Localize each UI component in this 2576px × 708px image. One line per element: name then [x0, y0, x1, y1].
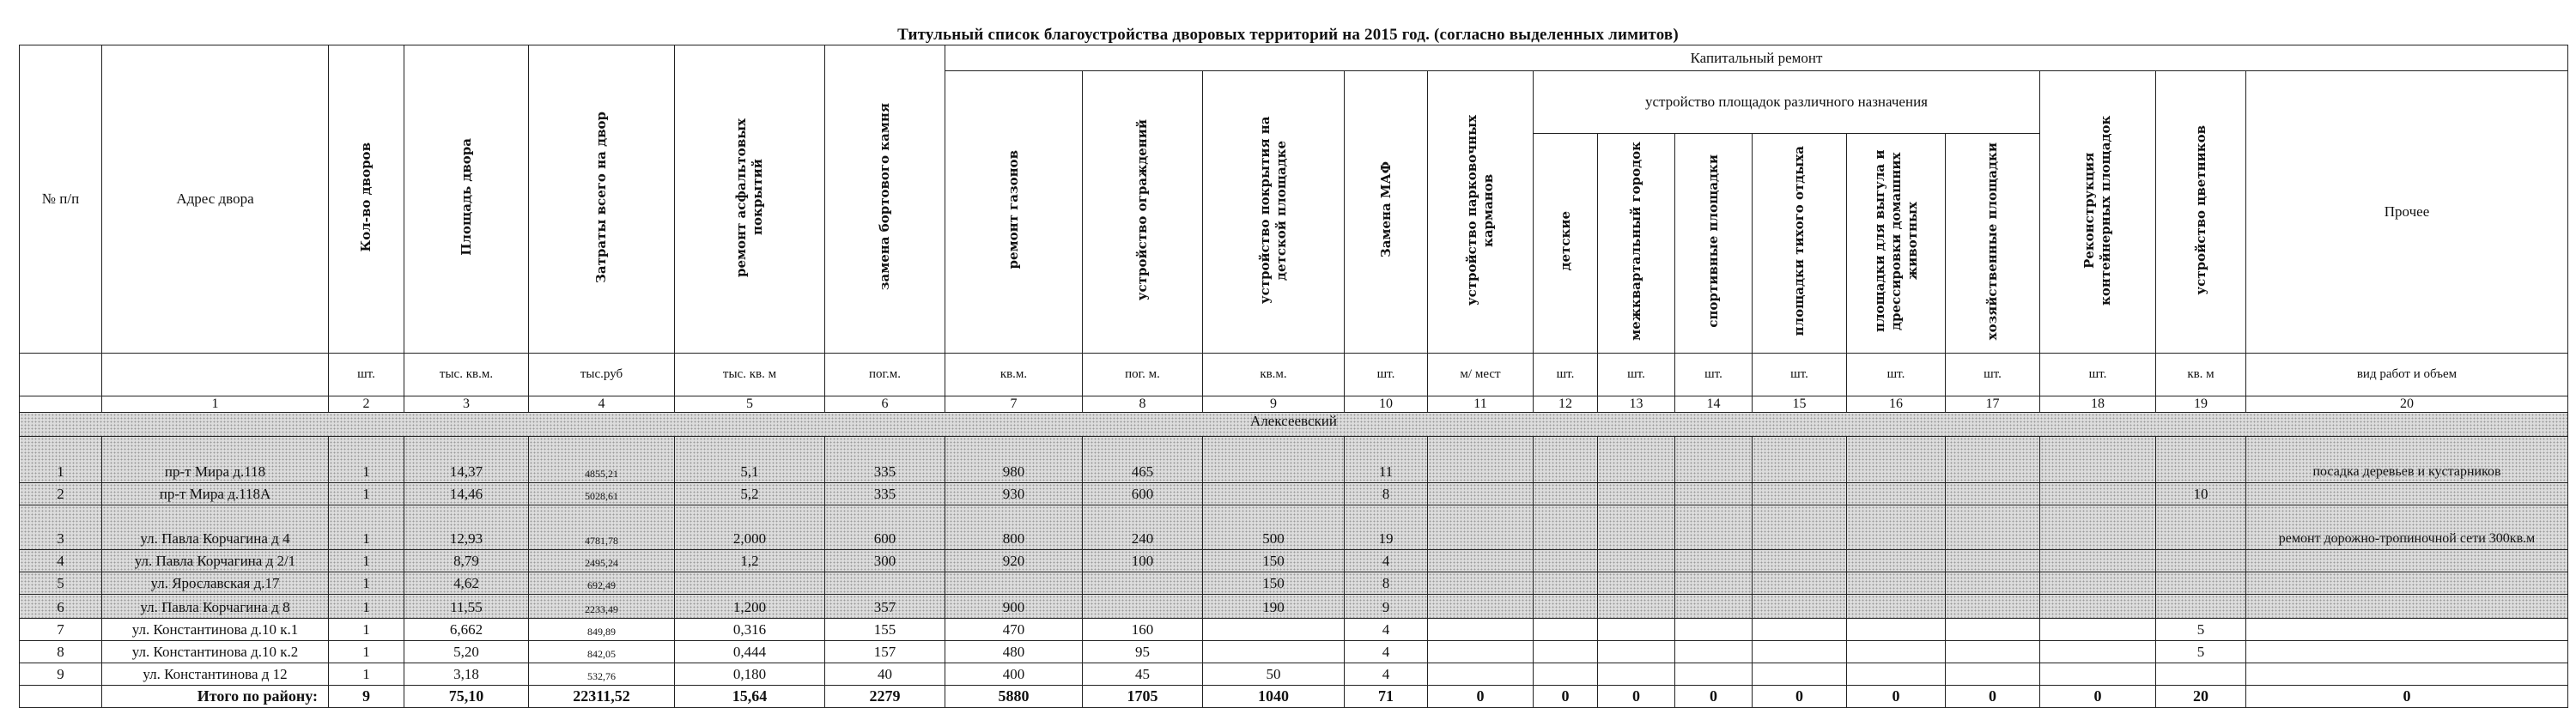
col-header-capital-repair: Капитальный ремонт: [945, 45, 2568, 71]
unit-cell: пог.м.: [825, 354, 945, 396]
row-number: 8: [20, 641, 102, 663]
cell-c15: [1753, 483, 1847, 505]
column-number-cell: 4: [529, 396, 675, 413]
cell-c14: [1675, 483, 1753, 505]
cell-c16: [1847, 505, 1946, 550]
col-header-utility-sites: хозяйственные площадки: [1946, 134, 2040, 354]
district-row: [20, 413, 2568, 437]
cell-pg: 500: [1203, 505, 1345, 550]
cell-curb: 300: [825, 550, 945, 572]
total-lawn: 5880: [945, 686, 1083, 708]
col-header-container-sites: Реконструкция контейнерных площадок: [2040, 71, 2156, 354]
cell-c13: [1598, 595, 1675, 619]
cell-c12: [1534, 550, 1598, 572]
unit-cell: кв. м: [2156, 354, 2246, 396]
cell-park: [1428, 619, 1534, 641]
cell-asphalt: [675, 572, 825, 595]
cell-lawn: [945, 572, 1083, 595]
column-number-cell: 3: [404, 396, 529, 413]
cell-fence: 600: [1083, 483, 1203, 505]
cell-maf: 4: [1345, 641, 1428, 663]
col-header-quiet-rest-sites: площадки тихого отдыха: [1753, 134, 1847, 354]
cell-c15: [1753, 663, 1847, 686]
cell-c12: [1534, 619, 1598, 641]
cell-area: 4,62: [404, 572, 529, 595]
cell-c14: [1675, 437, 1753, 483]
cell-curb: 335: [825, 437, 945, 483]
cell-fence: 95: [1083, 641, 1203, 663]
unit-cell: шт.: [1753, 354, 1847, 396]
cell-curb: 157: [825, 641, 945, 663]
total-park: 0: [1428, 686, 1534, 708]
col-header-asphalt-repair: ремонт асфальтовых покрытий: [675, 45, 825, 354]
cell-c15: [1753, 505, 1847, 550]
table-row: [20, 550, 2568, 572]
column-number-cell: 18: [2040, 396, 2156, 413]
cell-c15: [1753, 572, 1847, 595]
cell-area: 11,55: [404, 595, 529, 619]
col-header-curb-replacement: замена бортового камня: [825, 45, 945, 354]
row-number: 6: [20, 595, 102, 619]
cell-other: [2246, 483, 2568, 505]
cell-c14: [1675, 505, 1753, 550]
cell-c16: [1847, 483, 1946, 505]
total-c15: 0: [1753, 686, 1847, 708]
cell-fence: 100: [1083, 550, 1203, 572]
cell-c18: [2040, 550, 2156, 572]
cell-asphalt: 5,1: [675, 437, 825, 483]
cell-curb: [825, 572, 945, 595]
total-c18: 0: [2040, 686, 2156, 708]
cell-c12: [1534, 505, 1598, 550]
table-row: [20, 595, 2568, 619]
cell-asphalt: 5,2: [675, 483, 825, 505]
header-row-1: [20, 45, 2568, 71]
cell-lawn: 800: [945, 505, 1083, 550]
row-address: пр-т Мира д.118: [102, 437, 329, 483]
total-count: 9: [329, 686, 404, 708]
document-title: Титульный список благоустройства дворовых территорий на 2015 год. (согласно выделенных лимитов): [897, 26, 1679, 44]
column-number-cell: 5: [675, 396, 825, 413]
col-header-playground-surface: устройство покрытия на детской площадке: [1203, 71, 1345, 354]
cell-count: 1: [329, 663, 404, 686]
column-number-cell: 13: [1598, 396, 1675, 413]
cell-lawn: 480: [945, 641, 1083, 663]
cell-maf: 4: [1345, 619, 1428, 641]
row-address: пр-т Мира д.118А: [102, 483, 329, 505]
cell-curb: 155: [825, 619, 945, 641]
cell-area: 14,37: [404, 437, 529, 483]
district-name: Алексеевский: [20, 413, 2568, 437]
cell-pg: [1203, 437, 1345, 483]
col-header-parking-pockets: устройство парковочных карманов: [1428, 71, 1534, 354]
cell-c13: [1598, 572, 1675, 595]
col-header-num: № п/п: [20, 45, 102, 354]
cell-c16: [1847, 663, 1946, 686]
column-number-cell: 17: [1946, 396, 2040, 413]
row-address: ул. Константинова д.10 к.1: [102, 619, 329, 641]
cell-cost: 2233,49: [529, 595, 675, 619]
row-number: 1: [20, 437, 102, 483]
col-header-flowerbeds: устройство цветников: [2156, 71, 2246, 354]
total-curb: 2279: [825, 686, 945, 708]
cell-c13: [1598, 663, 1675, 686]
cell-c17: [1946, 595, 2040, 619]
unit-cell: кв.м.: [1203, 354, 1345, 396]
cell-c12: [1534, 641, 1598, 663]
cell-c12: [1534, 483, 1598, 505]
unit-cell: шт.: [1847, 354, 1946, 396]
row-number: 9: [20, 663, 102, 686]
cell-c12: [1534, 437, 1598, 483]
cell-fence: [1083, 572, 1203, 595]
row-address: ул. Константинова д.10 к.2: [102, 641, 329, 663]
column-number-row: [20, 396, 2568, 413]
cell-cost: 4855,21: [529, 437, 675, 483]
table-row: [20, 505, 2568, 550]
total-asphalt: 15,64: [675, 686, 825, 708]
table-row: [20, 437, 2568, 483]
cell-c18: [2040, 483, 2156, 505]
cell-c15: [1753, 437, 1847, 483]
cell-c14: [1675, 641, 1753, 663]
unit-cell: шт.: [1534, 354, 1598, 396]
cell-flower: [2156, 572, 2246, 595]
row-address: ул. Константинова д 12: [102, 663, 329, 686]
cell-count: 1: [329, 619, 404, 641]
improvement-table: [19, 45, 2568, 708]
table-row: [20, 641, 2568, 663]
cell-c14: [1675, 550, 1753, 572]
cell-park: [1428, 505, 1534, 550]
cell-maf: 8: [1345, 572, 1428, 595]
cell-cost: 2495,24: [529, 550, 675, 572]
cell-asphalt: 0,316: [675, 619, 825, 641]
cell-c17: [1946, 663, 2040, 686]
col-header-address: Адрес двора: [102, 45, 329, 354]
cell-flower: 5: [2156, 619, 2246, 641]
column-number-cell: [20, 396, 102, 413]
row-number: 4: [20, 550, 102, 572]
cell-fence: [1083, 595, 1203, 619]
cell-area: 5,20: [404, 641, 529, 663]
cell-c17: [1946, 483, 2040, 505]
column-number-cell: 16: [1847, 396, 1946, 413]
cell-maf: 9: [1345, 595, 1428, 619]
cell-flower: [2156, 505, 2246, 550]
row-address: ул. Ярославская д.17: [102, 572, 329, 595]
col-header-dog-sites: площадки для выгула и дрессировки домашних животных: [1847, 134, 1946, 354]
cell-other: [2246, 619, 2568, 641]
cell-other: ремонт дорожно-тропиночной сети 300кв.м: [2246, 505, 2568, 550]
col-header-fencing: устройство ограждений: [1083, 71, 1203, 354]
unit-cell: вид работ и объем: [2246, 354, 2568, 396]
cell-other: [2246, 663, 2568, 686]
cell-c16: [1847, 619, 1946, 641]
cell-fence: 465: [1083, 437, 1203, 483]
cell-c12: [1534, 663, 1598, 686]
cell-c16: [1847, 595, 1946, 619]
column-number-cell: 6: [825, 396, 945, 413]
table-row: [20, 663, 2568, 686]
unit-cell: м/ мест: [1428, 354, 1534, 396]
cell-c18: [2040, 595, 2156, 619]
cell-flower: 10: [2156, 483, 2246, 505]
row-number: 2: [20, 483, 102, 505]
unit-cell: кв.м.: [945, 354, 1083, 396]
unit-cell: шт.: [1675, 354, 1753, 396]
cell-cost: 4781,78: [529, 505, 675, 550]
total-c16: 0: [1847, 686, 1946, 708]
cell-count: 1: [329, 483, 404, 505]
cell-c12: [1534, 572, 1598, 595]
total-cost: 22311,52: [529, 686, 675, 708]
column-number-cell: 10: [1345, 396, 1428, 413]
cell-c16: [1847, 550, 1946, 572]
cell-count: 1: [329, 572, 404, 595]
col-header-maf-replacement: Замена МАФ: [1345, 71, 1428, 354]
cell-pg: 150: [1203, 550, 1345, 572]
cell-pg: [1203, 483, 1345, 505]
cell-c15: [1753, 619, 1847, 641]
column-number-cell: 20: [2246, 396, 2568, 413]
row-address: ул. Павла Корчагина д 4: [102, 505, 329, 550]
col-header-yards-count: Кол-во дворов: [329, 45, 404, 354]
cell-maf: 8: [1345, 483, 1428, 505]
column-number-cell: 2: [329, 396, 404, 413]
cell-park: [1428, 595, 1534, 619]
col-header-various-sites: устройство площадок различного назначения: [1534, 71, 2040, 134]
unit-cell: шт.: [1598, 354, 1675, 396]
cell-c14: [1675, 619, 1753, 641]
cell-park: [1428, 483, 1534, 505]
cell-maf: 19: [1345, 505, 1428, 550]
unit-cell: тыс.руб: [529, 354, 675, 396]
cell-c13: [1598, 437, 1675, 483]
cell-fence: 160: [1083, 619, 1203, 641]
cell-other: [2246, 641, 2568, 663]
cell-other: посадка деревьев и кустарников: [2246, 437, 2568, 483]
cell-pg: [1203, 641, 1345, 663]
total-pg: 1040: [1203, 686, 1345, 708]
column-number-cell: 1: [102, 396, 329, 413]
total-empty-cell: [20, 686, 102, 708]
cell-flower: [2156, 663, 2246, 686]
cell-c13: [1598, 619, 1675, 641]
cell-c18: [2040, 641, 2156, 663]
column-number-cell: 11: [1428, 396, 1534, 413]
total-fence: 1705: [1083, 686, 1203, 708]
total-c14: 0: [1675, 686, 1753, 708]
col-header-children: детские: [1534, 134, 1598, 354]
cell-park: [1428, 550, 1534, 572]
cell-lawn: 470: [945, 619, 1083, 641]
cell-curb: 600: [825, 505, 945, 550]
cell-count: 1: [329, 505, 404, 550]
cell-pg: 190: [1203, 595, 1345, 619]
cell-c14: [1675, 595, 1753, 619]
col-header-sports-sites: спортивные площадки: [1675, 134, 1753, 354]
cell-cost: 692,49: [529, 572, 675, 595]
cell-lawn: 980: [945, 437, 1083, 483]
row-address: ул. Павла Корчагина д 2/1: [102, 550, 329, 572]
col-header-other: Прочее: [2246, 71, 2568, 354]
cell-c15: [1753, 641, 1847, 663]
cell-c16: [1847, 641, 1946, 663]
unit-cell: тыс. кв. м: [675, 354, 825, 396]
cell-c18: [2040, 619, 2156, 641]
cell-c17: [1946, 641, 2040, 663]
cell-lawn: 900: [945, 595, 1083, 619]
cell-maf: 4: [1345, 663, 1428, 686]
cell-count: 1: [329, 437, 404, 483]
cell-lawn: 400: [945, 663, 1083, 686]
total-area: 75,10: [404, 686, 529, 708]
col-header-yard-area: Площадь двора: [404, 45, 529, 354]
cell-count: 1: [329, 595, 404, 619]
total-row: [20, 686, 2568, 708]
unit-cell: шт.: [329, 354, 404, 396]
cell-fence: 240: [1083, 505, 1203, 550]
row-number: 5: [20, 572, 102, 595]
cell-area: 8,79: [404, 550, 529, 572]
column-number-cell: 19: [2156, 396, 2246, 413]
cell-c15: [1753, 550, 1847, 572]
total-c17: 0: [1946, 686, 2040, 708]
table-row: [20, 572, 2568, 595]
col-header-lawn-repair: ремонт газонов: [945, 71, 1083, 354]
cell-park: [1428, 437, 1534, 483]
cell-curb: 357: [825, 595, 945, 619]
cell-maf: 11: [1345, 437, 1428, 483]
cell-cost: 842,05: [529, 641, 675, 663]
cell-c16: [1847, 572, 1946, 595]
column-number-cell: 14: [1675, 396, 1753, 413]
cell-c17: [1946, 619, 2040, 641]
unit-cell: пог. м.: [1083, 354, 1203, 396]
table-row: [20, 619, 2568, 641]
column-number-cell: 8: [1083, 396, 1203, 413]
cell-other: [2246, 550, 2568, 572]
cell-area: 12,93: [404, 505, 529, 550]
cell-c14: [1675, 572, 1753, 595]
cell-flower: [2156, 550, 2246, 572]
cell-c13: [1598, 641, 1675, 663]
unit-cell: шт.: [1345, 354, 1428, 396]
cell-fence: 45: [1083, 663, 1203, 686]
cell-park: [1428, 663, 1534, 686]
cell-curb: 40: [825, 663, 945, 686]
cell-c17: [1946, 572, 2040, 595]
cell-park: [1428, 572, 1534, 595]
cell-asphalt: 0,444: [675, 641, 825, 663]
cell-cost: 849,89: [529, 619, 675, 641]
row-number: 7: [20, 619, 102, 641]
cell-maf: 4: [1345, 550, 1428, 572]
cell-flower: [2156, 595, 2246, 619]
cell-c13: [1598, 505, 1675, 550]
column-number-cell: 7: [945, 396, 1083, 413]
cell-c18: [2040, 663, 2156, 686]
column-number-cell: 15: [1753, 396, 1847, 413]
cell-count: 1: [329, 550, 404, 572]
cell-c12: [1534, 595, 1598, 619]
cell-cost: 532,76: [529, 663, 675, 686]
cell-flower: 5: [2156, 641, 2246, 663]
column-number-cell: 12: [1534, 396, 1598, 413]
unit-cell: [20, 354, 102, 396]
cell-other: [2246, 595, 2568, 619]
cell-park: [1428, 641, 1534, 663]
unit-cell: [102, 354, 329, 396]
cell-asphalt: 0,180: [675, 663, 825, 686]
cell-c18: [2040, 437, 2156, 483]
total-c13: 0: [1598, 686, 1675, 708]
unit-cell: тыс. кв.м.: [404, 354, 529, 396]
cell-c15: [1753, 595, 1847, 619]
cell-c17: [1946, 437, 2040, 483]
cell-c14: [1675, 663, 1753, 686]
unit-cell: шт.: [2040, 354, 2156, 396]
column-number-cell: 9: [1203, 396, 1345, 413]
col-header-total-cost: Затраты всего на двор: [529, 45, 675, 354]
cell-lawn: 930: [945, 483, 1083, 505]
total-c12: 0: [1534, 686, 1598, 708]
total-flower: 20: [2156, 686, 2246, 708]
row-number: 3: [20, 505, 102, 550]
cell-asphalt: 2,000: [675, 505, 825, 550]
cell-lawn: 920: [945, 550, 1083, 572]
cell-area: 14,46: [404, 483, 529, 505]
cell-c13: [1598, 483, 1675, 505]
cell-flower: [2156, 437, 2246, 483]
total-other: 0: [2246, 686, 2568, 708]
unit-cell: шт.: [1946, 354, 2040, 396]
total-label: Итого по району:: [102, 686, 329, 708]
cell-pg: 50: [1203, 663, 1345, 686]
cell-other: [2246, 572, 2568, 595]
cell-pg: [1203, 619, 1345, 641]
cell-asphalt: 1,200: [675, 595, 825, 619]
cell-c18: [2040, 505, 2156, 550]
cell-c17: [1946, 550, 2040, 572]
cell-area: 3,18: [404, 663, 529, 686]
row-address: ул. Павла Корчагина д 8: [102, 595, 329, 619]
col-header-interblock-town: межквартальный городок: [1598, 134, 1675, 354]
units-row: [20, 354, 2568, 396]
cell-c16: [1847, 437, 1946, 483]
cell-cost: 5028,61: [529, 483, 675, 505]
cell-c18: [2040, 572, 2156, 595]
cell-area: 6,662: [404, 619, 529, 641]
cell-c13: [1598, 550, 1675, 572]
total-maf: 71: [1345, 686, 1428, 708]
cell-asphalt: 1,2: [675, 550, 825, 572]
cell-pg: 150: [1203, 572, 1345, 595]
cell-curb: 335: [825, 483, 945, 505]
cell-c17: [1946, 505, 2040, 550]
cell-count: 1: [329, 641, 404, 663]
table-row: [20, 483, 2568, 505]
